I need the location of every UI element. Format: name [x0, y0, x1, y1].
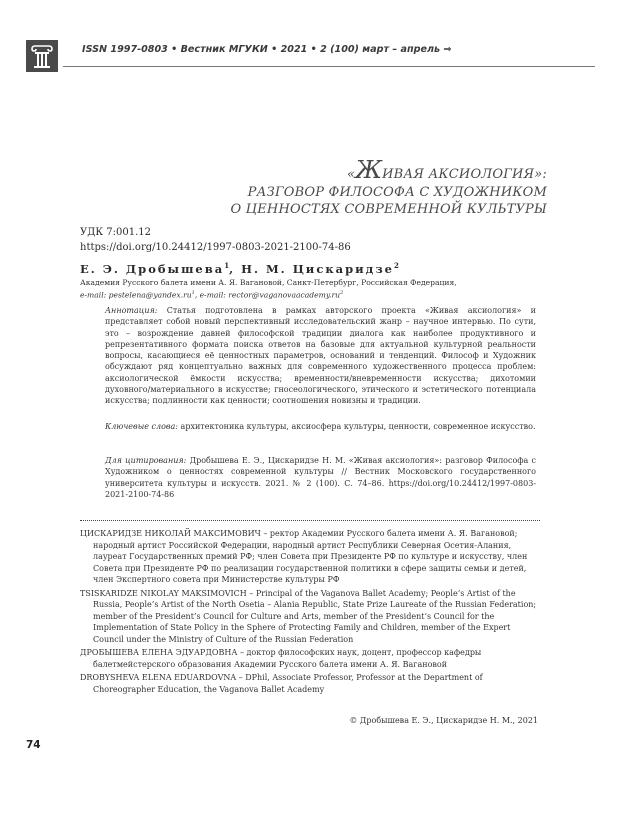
udk-block	[80, 225, 351, 255]
keywords-label: Ключевые слова:	[105, 422, 178, 431]
note-drobysheva-ru: ДРОБЫШЕВА ЕЛЕНА ЭДУАРДОВНА – доктор философских наук, доцент, профессор кафедры балетмейстерского образования Академии Русского балета имени А. Я. Вагановой	[80, 648, 482, 669]
email-1[interactable]: e-mail: pestelena@yandex.ru	[80, 290, 192, 300]
header-rule	[63, 66, 595, 67]
citation	[105, 455, 536, 500]
email-2[interactable]: e-mail: rector@vaganovaacademy.ru	[199, 290, 341, 300]
abstract	[105, 305, 536, 407]
note-tsiskaridze-en: TSISKARIDZE NIKOLAY MAKSIMOVICH – Principal of the Vaganova Ballet Academy; People’s Artist of the Russia, People’s Artist of the North Osetia – Alania Republic, State Prize Laureate of the Russian Federation; member of the President’s Council for Culture and Arts, member of the President’s Council for the Implementation of State Policy in the Sphere of Protecting Family and Children, member of the Expert Council under the Ministry of Culture of the Russian Federation	[80, 588, 537, 644]
title-line-2: РАЗГОВОР ФИЛОСОФА С ХУДОЖНИКОМ	[247, 184, 547, 200]
title-line-3: О ЦЕННОСТЯХ СОВРЕМЕННОЙ КУЛЬТУРЫ	[230, 202, 547, 217]
citation-text: Дробышева Е. Э., Цискаридзе Н. М. «Живая аксиология»: разговор Философа с Художником о ценностях современной культуры // Вестник Московского государственного университета культуры и искусств. 2021. № 2 (100). С. 74–86. https://doi.org/10.24412/1997-0803-2021-2100-74-86	[105, 456, 536, 499]
note-drobysheva-en: DROBYSHEVA ELENA EDUARDOVNA – DPhil, Associate Professor, Professor at the Department of Choreographer Education, the Vaganova Ballet Academy	[80, 673, 483, 694]
author-names: Е. Э. Дробышева$^1$, Н. М. Цискаридзе$^2$	[80, 261, 399, 276]
keywords	[105, 421, 536, 432]
author-emails: e-mail: $pestelena@yandex.ru^1$, e-mail: $rector@vaganovaacademy.ru^2$	[80, 290, 344, 300]
title-line-1: «ЖИВАЯ АКСИОЛОГИЯ»:	[346, 156, 547, 184]
doi-link[interactable]: https://doi.org/10.24412/1997-0803-2021-2100-74-86	[80, 242, 351, 253]
udk-code: УДК 7:001.12	[80, 227, 151, 238]
note-tsiskaridze-ru: ЦИСКАРИДЗЕ НИКОЛАЙ МАКСИМОВИЧ – ректор Академии Русского балета имени А. Я. Вагановой; народный артист Российской Федерации, народный артист Республики Северная Осетия-Алания, лауреат Государственных премий РФ; член Совета при Президенте РФ по культуре и искусству, член Совета при Президенте РФ по реализации государственной политики в сфере защиты семьи и детей, член Экспертного совета при Министерстве культуры РФ	[80, 529, 528, 584]
affiliation-text: Академия Русского балета имени А. Я. Вагановой, Санкт-Петербург, Российская Федерация,	[80, 278, 457, 287]
journal-logo	[26, 40, 58, 72]
author-notes	[80, 528, 538, 697]
abstract-label: Аннотация:	[105, 306, 158, 315]
running-header	[26, 40, 595, 74]
header-journal-info: ISSN 1997-0803 • Вестник МГУКИ • 2021 • 2 (100) март – апрель ⇒	[82, 44, 452, 55]
page-number: 74	[26, 739, 41, 751]
keywords-text: архитектоника культуры, аксиосфера культуры, ценности, современное искусство.	[180, 422, 536, 431]
article-title	[127, 156, 547, 219]
column-capital-icon	[26, 40, 58, 72]
affiliation	[80, 277, 457, 301]
citation-label: Для цитирования:	[105, 456, 187, 465]
copyright: © Дробышева Е. Э., Цискаридзе Н. М., 2021	[349, 716, 538, 725]
abstract-text: Статья подготовлена в рамках авторского проекта «Живая аксиология» и представляет собой новый перспективный исследовательский жанр – научное интервью. По сути, это – возрождение давней философской традиции диалога как наиболее продуктивного и репрезентативного формата поиска ответов на базовые для актуальной культурной реальности вопросы, касающиеся её ценностных параметров, оснований и тенденций. Философ и Художник обсуждают ряд концептуально важных для современного художественного процесса проблем: аксиологической ёмкости искусства; временности/вневременности искусства; дихотомии духовного/материального в искусстве; гносеологического, этического и эстетического потенциала искусства; подлинности как ценности; соотношения новизны и традиции.	[105, 306, 536, 406]
title-initial-letter: Ж	[355, 156, 383, 184]
dotted-separator	[80, 520, 540, 521]
